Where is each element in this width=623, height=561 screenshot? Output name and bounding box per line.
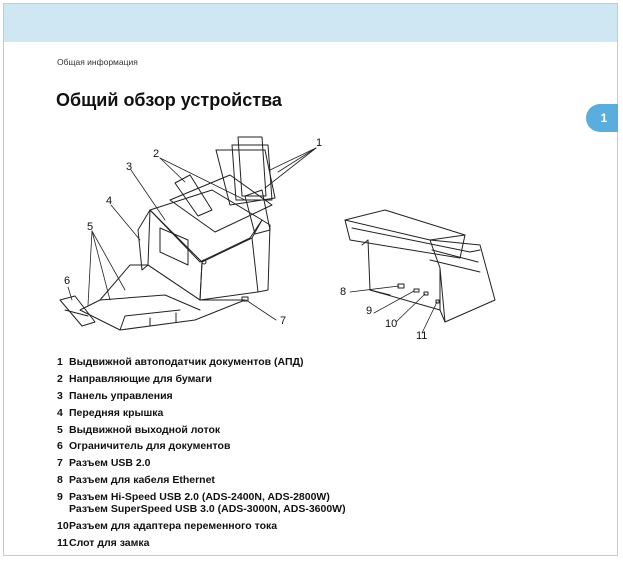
breadcrumb: Общая информация [57, 57, 138, 67]
chapter-tab[interactable]: 1 [586, 104, 618, 132]
legend-item: 4 Передняя крышка [57, 406, 164, 419]
legend-item: 7 Разъем USB 2.0 [57, 457, 151, 470]
callout-4: 4 [106, 195, 113, 207]
legend-item: 1 Выдвижной автоподатчик документов (АПД) [57, 356, 304, 368]
legend-item: 10 Разъем для адаптера переменного тока [57, 520, 278, 533]
legend-item: 2 Направляющие для бумаги [57, 372, 212, 385]
callout-10: 10 [385, 318, 398, 330]
callout-7: 7 [280, 315, 287, 327]
callout-6: 6 [64, 275, 71, 287]
callout-11: 11 [416, 330, 428, 342]
page-title: Общий обзор устройства [56, 90, 282, 110]
legend-item: 9 Разъем Hi-Speed USB 2.0 (ADS-2400N, ADS-2800W) Разъем SuperSpeed USB 3.0 (ADS-3000N, ADS-3600W) [57, 491, 346, 516]
callout-9: 9 [366, 305, 373, 317]
legend-item: 6 Ограничитель для документов [57, 440, 231, 453]
legend-item: 5 Выдвижной выходной лоток [57, 423, 221, 436]
legend-item: 8 Разъем для кабеля Ethernet [57, 474, 215, 487]
callout-3: 3 [126, 161, 133, 173]
callout-1: 1 [316, 137, 323, 149]
legend-item: 3 Панель управления [57, 389, 173, 402]
legend-item: 11 Слот для замка [57, 536, 150, 549]
callout-5: 5 [87, 221, 94, 233]
parts-legend [57, 356, 577, 554]
callout-2: 2 [153, 148, 160, 160]
callout-8: 8 [340, 286, 347, 298]
